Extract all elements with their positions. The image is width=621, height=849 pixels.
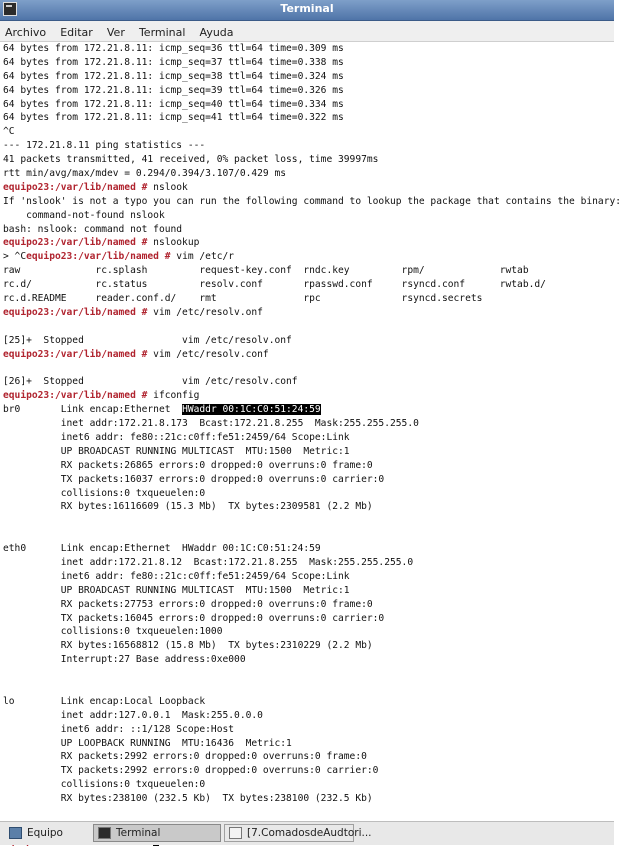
terminal-line [3,306,614,320]
menu-ayuda[interactable]: Ayuda [199,26,234,39]
terminal-line-text: collisions:0 txqueuelen:0 [3,779,206,791]
terminal-line-text: vim /etc/r [170,251,235,263]
terminal-line [3,403,614,417]
terminal-line-text: collisions:0 txqueuelen:0 [3,487,206,499]
terminal-line [3,125,614,139]
taskbar-item-equipo[interactable] [4,824,90,842]
terminal-line [3,98,614,112]
terminal-line [3,417,614,431]
terminal-line-text: ^C [3,126,15,138]
terminal-icon [98,827,111,839]
terminal-line-text: 64 bytes from 172.21.8.11: icmp_seq=41 ttl=64 time=0.322 ms [3,112,344,124]
terminal-line [3,209,614,223]
terminal-line [3,514,614,528]
terminal-line [3,792,614,806]
terminal-line [3,236,614,250]
terminal-line [3,250,614,264]
terminal-line-text: nslookup [147,237,200,249]
terminal-line [3,709,614,723]
terminal-line-text: inet addr:172.21.8.12 Bcast:172.21.8.255 Mask:255.255.255.0 [3,556,414,568]
terminal-line-text: UP LOOPBACK RUNNING MTU:16436 Metric:1 [3,737,292,749]
terminal-line-text: vim /etc/resolv.onf [147,306,263,318]
terminal-line [3,361,614,375]
terminal-line [3,264,614,278]
terminal-line [3,84,614,98]
terminal-line-text: eth0 Link encap:Ethernet HWaddr 00:1C:C0:51:24:59 [3,543,321,555]
terminal-line [3,639,614,653]
terminal-line [3,278,614,292]
taskbar-item-label: [7.ComadosdeAudtori... [247,827,372,839]
terminal-line [3,737,614,751]
terminal-line [3,750,614,764]
terminal-line-text: [26]+ Stopped vim /etc/resolv.conf [3,376,298,388]
terminal-line-text: 64 bytes from 172.21.8.11: icmp_seq=37 ttl=64 time=0.338 ms [3,56,344,68]
terminal-line-text: RX bytes:238100 (232.5 Kb) TX bytes:238100 (232.5 Kb) [3,793,373,805]
terminal-line-text: raw rc.splash request-key.conf rndc.key rpm/ rwtab [3,265,529,277]
taskbar [0,821,614,845]
terminal-line [3,473,614,487]
taskbar-item-label: Equipo [27,827,63,839]
terminal-line [3,167,614,181]
shell-prompt: equipo23:/var/lib/named # [3,390,148,402]
window-titlebar[interactable] [0,0,614,21]
terminal-line-text: UP BROADCAST RUNNING MULTICAST MTU:1500 Metric:1 [3,584,350,596]
terminal-line-text: RX packets:26865 errors:0 dropped:0 overruns:0 frame:0 [3,459,373,471]
selected-text[interactable]: HWaddr 00:1C:C0:51:24:59 [182,404,321,416]
terminal-line [3,348,614,362]
shell-prompt: equipo23:/var/lib/named # [3,237,148,249]
terminal-line-text: 64 bytes from 172.21.8.11: icmp_seq=38 ttl=64 time=0.324 ms [3,70,344,82]
terminal-line-text: vim /etc/resolv.conf [147,348,269,360]
menu-ver[interactable]: Ver [106,26,125,39]
menu-editar[interactable]: Editar [60,26,93,39]
terminal-line-text: inet6 addr: fe80::21c:c0ff:fe51:2459/64 Scope:Link [3,570,350,582]
terminal-line-text: RX bytes:16116609 (15.3 Mb) TX bytes:2309581 (2.2 Mb) [3,501,373,513]
terminal-line [3,612,614,626]
terminal-line [3,195,621,209]
terminal-line-text: 41 packets transmitted, 41 received, 0% packet loss, time 39997ms [3,154,379,166]
taskbar-item-terminal[interactable] [93,824,221,842]
terminal-line-text: RX packets:27753 errors:0 dropped:0 overruns:0 frame:0 [3,598,373,610]
terminal-line-text: inet addr:172.21.8.173 Bcast:172.21.8.255 Mask:255.255.255.0 [3,418,419,430]
terminal-line-text: TX packets:16037 errors:0 dropped:0 overruns:0 carrier:0 [3,473,385,485]
terminal-line [3,653,614,667]
menu-archivo[interactable]: Archivo [5,26,47,39]
terminal-line [3,223,614,237]
shell-prompt: equipo23:/var/lib/named # [3,306,148,318]
terminal-line-text: inet6 addr: ::1/128 Scope:Host [3,723,235,735]
terminal-line [3,181,614,195]
terminal-line [3,56,614,70]
computer-icon [9,827,22,839]
terminal-line-text: br0 Link encap:Ethernet [3,404,183,416]
terminal-line-text: RX packets:2992 errors:0 dropped:0 overruns:0 frame:0 [3,751,367,763]
menu-terminal[interactable]: Terminal [138,26,186,39]
terminal-line-text: collisions:0 txqueuelen:1000 [3,626,223,638]
window-title: Terminal [280,2,334,15]
terminal-line-text: bash: nslook: command not found [3,223,183,235]
terminal-line [3,570,614,584]
terminal-line-text: command-not-found nslook [3,209,165,221]
terminal-line-text: rc.d/ rc.status resolv.conf rpasswd.conf rsyncd.conf rwtab.d/ [3,279,546,291]
shell-prompt: equipo23:/var/lib/named # [26,251,171,263]
terminal-line [3,153,614,167]
terminal-line-text: If 'nslook' is not a typo you can run the following command to lookup the package that contains the binary: [3,195,621,207]
taskbar-item-label: Terminal [116,827,161,839]
terminal-line [3,500,614,514]
terminal-line [3,111,614,125]
terminal-line-text: rtt min/avg/max/mdev = 0.294/0.394/3.107/0.429 ms [3,168,287,180]
terminal-line [3,528,614,542]
document-icon [229,827,242,839]
terminal-line [3,556,614,570]
terminal-line-text: UP BROADCAST RUNNING MULTICAST MTU:1500 Metric:1 [3,445,350,457]
terminal-line [3,375,614,389]
terminal-line-text: RX bytes:16568812 (15.8 Mb) TX bytes:2310229 (2.2 Mb) [3,640,373,652]
terminal-line [3,806,614,820]
terminal-line [3,389,614,403]
menu-bar [0,21,614,42]
terminal-line [3,42,614,56]
terminal-line-text: inet6 addr: fe80::21c:c0ff:fe51:2459/64 Scope:Link [3,431,350,443]
terminal-line [3,598,614,612]
terminal-line-text: inet addr:127.0.0.1 Mask:255.0.0.0 [3,709,263,721]
terminal-line-text: rc.d.README reader.conf.d/ rmt rpc rsyncd.secrets [3,293,483,305]
terminal-line [3,584,614,598]
terminal-line [3,459,614,473]
terminal-line [3,778,614,792]
terminal-line-text: 64 bytes from 172.21.8.11: icmp_seq=36 ttl=64 time=0.309 ms [3,43,344,54]
terminal-line [3,625,614,639]
terminal-line [3,667,614,681]
terminal-line-text: 64 bytes from 172.21.8.11: icmp_seq=39 ttl=64 time=0.326 ms [3,84,344,96]
terminal-line-text: TX packets:2992 errors:0 dropped:0 overruns:0 carrier:0 [3,765,379,777]
terminal-line-text: Interrupt:27 Base address:0xe000 [3,654,246,666]
terminal-line-text: [25]+ Stopped vim /etc/resolv.onf [3,334,292,346]
terminal-line [3,723,614,737]
terminal-output[interactable] [0,42,621,820]
shell-prompt: equipo23:/var/lib/named # [3,348,148,360]
shell-prompt: equipo23:/var/lib/named # [3,181,148,193]
terminal-line [3,292,614,306]
terminal-line [3,320,614,334]
terminal-line-prefix: > ^C [3,251,27,263]
terminal-text [0,42,621,848]
taskbar-item-document[interactable] [224,824,372,842]
terminal-line-text: TX packets:16045 errors:0 dropped:0 overruns:0 carrier:0 [3,612,385,624]
terminal-line [3,431,614,445]
terminal-line [3,681,614,695]
terminal-line [3,542,614,556]
terminal-line [3,139,614,153]
terminal-line [3,764,614,778]
terminal-line [3,334,614,348]
terminal-line [3,487,614,501]
terminal-line-text: --- 172.21.8.11 ping statistics --- [3,140,206,152]
terminal-line [3,695,614,709]
terminal-line-text: lo Link encap:Local Loopback [3,695,206,707]
terminal-line [3,70,614,84]
terminal-line-text: nslook [147,181,188,193]
terminal-line-text: ifconfig [147,390,200,402]
terminal-line [3,445,614,459]
terminal-line-text: 64 bytes from 172.21.8.11: icmp_seq=40 ttl=64 time=0.334 ms [3,98,344,110]
